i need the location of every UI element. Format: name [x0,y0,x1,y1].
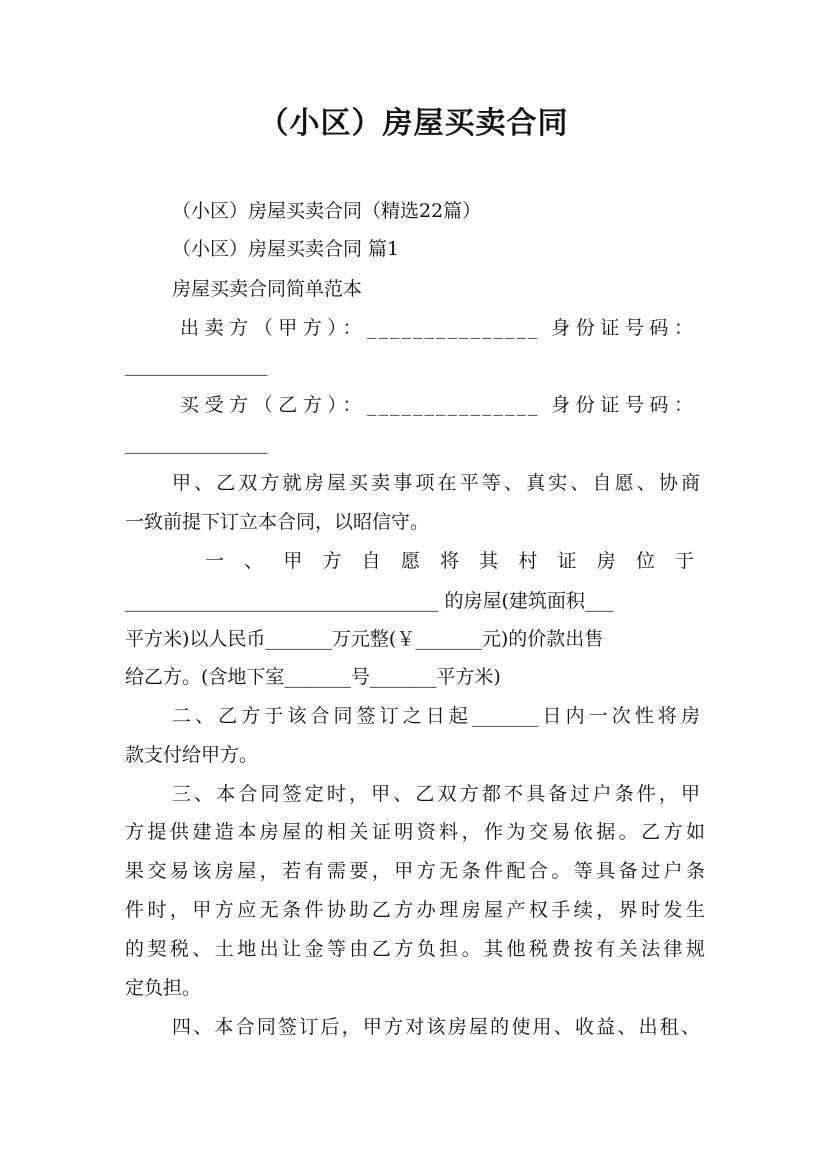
clause-3-line-1: 三、本合同签定时，甲、乙双方都不具备过户条件，甲 [172,783,700,805]
clause-3-line-4: 件时，甲方应无条件协助乙方办理房屋产权手续，界时发生 [125,899,705,921]
buyer-id-blank: _______________ [125,432,268,454]
subtitle-line: （小区）房屋买卖合同（精选22篇） [172,200,482,222]
section-heading: （小区）房屋买卖合同 篇1 [172,238,400,260]
seller-id-blank: _______________ [125,354,268,376]
clause-3-line-6: 定负担。 [125,977,202,999]
paragraph-intro-1: 甲、乙双方就房屋买卖事项在平等、真实、自愿、协商 [172,472,700,494]
clause-2-line-1: 二、乙方于该合同签订之日起_______日内一次性将房 [172,705,700,727]
clause-2-line-2: 款支付给甲方。 [125,744,259,766]
clause-1-line-1: 一、甲方自愿将其村证房位于 [205,550,700,572]
clause-3-line-5: 的契税、土地出让金等由乙方负担。其他税费按有关法律规 [125,938,705,960]
paragraph-intro-2: 一致前提下订立本合同，以昭信守。 [125,511,430,533]
template-heading: 房屋买卖合同简单范本 [172,278,363,300]
document-title: （小区）房屋买卖合同 [258,106,569,141]
clause-1-line-3: 平方米)以人民币_______万元整(￥_______元)的价款出售 [125,628,604,650]
clause-3-line-3: 果交易该房屋，若有需要，甲方无条件配合。等具备过户条 [125,860,705,882]
clause-3-line-2: 方提供建造本房屋的相关证明资料，作为交易依据。乙方如 [125,821,705,843]
clause-1-line-4: 给乙方。(含地下室_______号_______平方米) [125,666,501,688]
clause-1-line-2: _________________________________ 的房屋(建筑面积___ [125,590,614,612]
seller-line: 出卖方（甲方）：_______________ 身份证号码： [180,317,695,339]
buyer-line: 买受方（乙方）：_______________ 身份证号码： [180,394,695,416]
clause-4-line-1: 四、本合同签订后，甲方对该房屋的使用、收益、出租、 [172,1016,700,1038]
